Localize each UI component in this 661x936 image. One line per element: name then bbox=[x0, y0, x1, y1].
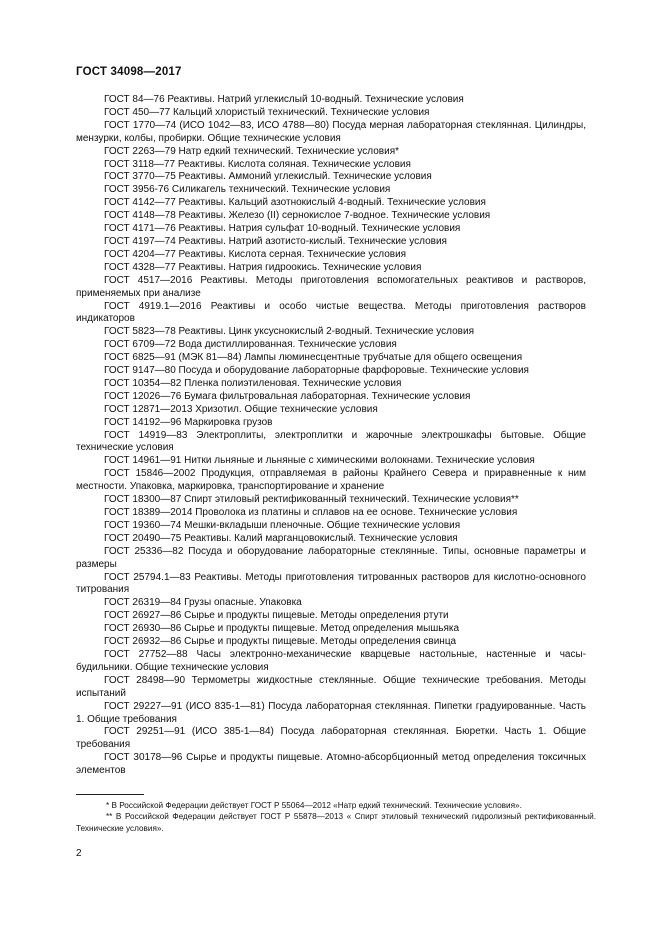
reference-entry: ГОСТ 6709—72 Вода дистиллированная. Технические условия bbox=[104, 339, 397, 351]
reference-entry: ГОСТ 20490—75 Реактивы. Калий марганцовокислый. Технические условия bbox=[104, 532, 458, 544]
reference-entry: ГОСТ 29227—91 (ИСО 835-1—81) Посуда лабораторная стеклянная. Пипетки градуированные. Часть 1. Общие требования bbox=[76, 700, 586, 725]
reference-entry: ГОСТ 14961—91 Нитки льняные и льняные с химическими волокнами. Технические условия bbox=[104, 455, 535, 467]
reference-entry: ГОСТ 5823—78 Реактивы. Цинк уксуснокислый 2-водный. Технические условия bbox=[104, 326, 474, 338]
document-header: ГОСТ 34098—2017 bbox=[76, 66, 182, 78]
footnote-divider bbox=[76, 794, 144, 795]
reference-entry: ГОСТ 28498—90 Термометры жидкостные стеклянные. Общие технические требования. Методы испытаний bbox=[76, 674, 586, 699]
reference-entry: ГОСТ 14919—83 Электроплиты, электроплитки и жарочные электрошкафы бытовые. Общие технические условия bbox=[76, 429, 586, 454]
reference-entry: ГОСТ 3770—75 Реактивы. Аммоний углекислый. Технические условия bbox=[104, 171, 432, 183]
reference-entry: ГОСТ 30178—96 Сырье и продукты пищевые. Атомно-абсорбционный метод определения токсичных элементов bbox=[76, 752, 586, 777]
reference-entry: ГОСТ 27752—88 Часы электронно-механические кварцевые настольные, настенные и часы-будильники. Общие технические условия bbox=[76, 648, 586, 673]
footnote: ** В Российской Федерации действует ГОСТ Р 55878—2013 « Спирт этиловый технический гидролизный ректификованный. Технические условия». bbox=[76, 812, 596, 833]
footnotes bbox=[76, 800, 596, 834]
reference-entry: ГОСТ 14192—96 Маркировка грузов bbox=[104, 416, 273, 428]
reference-entry: ГОСТ 12026—76 Бумага фильтровальная лабораторная. Технические условия bbox=[104, 390, 471, 402]
reference-entry: ГОСТ 9147—80 Посуда и оборудование лабораторные фарфоровые. Технические условия bbox=[104, 365, 529, 377]
reference-entry: ГОСТ 6825—91 (МЭК 81—84) Лампы люминесцентные трубчатые для общего освещения bbox=[104, 352, 523, 364]
reference-entry: ГОСТ 26932—86 Сырье и продукты пищевые. Методы определения свинца bbox=[104, 636, 457, 648]
footnote: * В Российской Федерации действует ГОСТ Р 55064—2012 «Натр едкий технический. Технические условия». bbox=[106, 801, 522, 810]
reference-entry: ГОСТ 84—76 Реактивы. Натрий углекислый 10-водный. Технические условия bbox=[104, 94, 464, 105]
reference-entry: ГОСТ 29251—91 (ИСО 385-1—84) Посуда лабораторная стеклянная. Бюретки. Часть 1. Общие требования bbox=[76, 726, 586, 751]
reference-entry: ГОСТ 3118—77 Реактивы. Кислота соляная. Технические условия bbox=[104, 158, 411, 170]
reference-entry: ГОСТ 26319—84 Грузы опасные. Упаковка bbox=[104, 597, 302, 609]
reference-entry: ГОСТ 19360—74 Мешки-вкладыши пленочные. Общие технические условия bbox=[104, 519, 461, 531]
normative-references-list bbox=[76, 94, 586, 778]
reference-entry: ГОСТ 4517—2016 Реактивы. Методы приготовления вспомогательных реактивов и растворов, применяемых при анализе bbox=[76, 274, 586, 299]
reference-entry: ГОСТ 12871—2013 Хризотил. Общие технические условия bbox=[104, 403, 378, 415]
reference-entry: ГОСТ 25336—82 Посуда и оборудование лабораторные стеклянные. Типы, основные параметры и размеры bbox=[76, 545, 586, 570]
reference-entry: ГОСТ 450—77 Кальций хлористый технический. Технические условия bbox=[104, 106, 430, 118]
reference-entry: ГОСТ 4919.1—2016 Реактивы и особо чистые вещества. Методы приготовления растворов индикаторов bbox=[76, 300, 586, 325]
reference-entry: ГОСТ 4204—77 Реактивы. Кислота серная. Технические условия bbox=[104, 248, 407, 260]
reference-entry: ГОСТ 4328—77 Реактивы. Натрия гидроокись. Технические условия bbox=[104, 261, 422, 273]
reference-entry: ГОСТ 3956-76 Силикагель технический. Технические условия bbox=[104, 184, 391, 196]
reference-entry: ГОСТ 4148—78 Реактивы. Железо (II) сернокислое 7-водное. Технические условия bbox=[104, 210, 491, 222]
reference-entry: ГОСТ 26930—86 Сырье и продукты пищевые. Метод определения мышьяка bbox=[104, 623, 460, 635]
reference-entry: ГОСТ 4142—77 Реактивы. Кальций азотнокислый 4-водный. Технические условия bbox=[104, 197, 486, 209]
reference-entry: ГОСТ 4197—74 Реактивы. Натрий азотисто-кислый. Технические условия bbox=[104, 235, 447, 247]
reference-entry: ГОСТ 26927—86 Сырье и продукты пищевые. Методы определения ртути bbox=[104, 610, 449, 622]
reference-entry: ГОСТ 25794.1—83 Реактивы. Методы приготовления титрованных растворов для кислотно-основного титрования bbox=[76, 571, 586, 596]
reference-entry: ГОСТ 1770—74 (ИСО 1042—83, ИСО 4788—80) Посуда мерная лабораторная стеклянная. Цилиндры, мензурки, колбы, пробирки. Общие технические условия bbox=[76, 119, 586, 144]
reference-entry: ГОСТ 15846—2002 Продукция, отправляемая в районы Крайнего Севера и приравненные к ним местности. Упаковка, маркировка, транспортирование и хранение bbox=[76, 468, 586, 493]
reference-entry: ГОСТ 18300—87 Спирт этиловый ректификованный технический. Технические условия** bbox=[104, 494, 519, 506]
page-number: 2 bbox=[76, 848, 82, 859]
reference-entry: ГОСТ 18389—2014 Проволока из платины и сплавов на ее основе. Технические условия bbox=[104, 507, 518, 518]
reference-entry: ГОСТ 4171—76 Реактивы. Натрия сульфат 10-водный. Технические условия bbox=[104, 223, 461, 235]
reference-entry: ГОСТ 10354—82 Пленка полиэтиленовая. Технические условия bbox=[104, 377, 402, 389]
reference-entry: ГОСТ 2263—79 Натр едкий технический. Технические условия* bbox=[104, 145, 400, 157]
